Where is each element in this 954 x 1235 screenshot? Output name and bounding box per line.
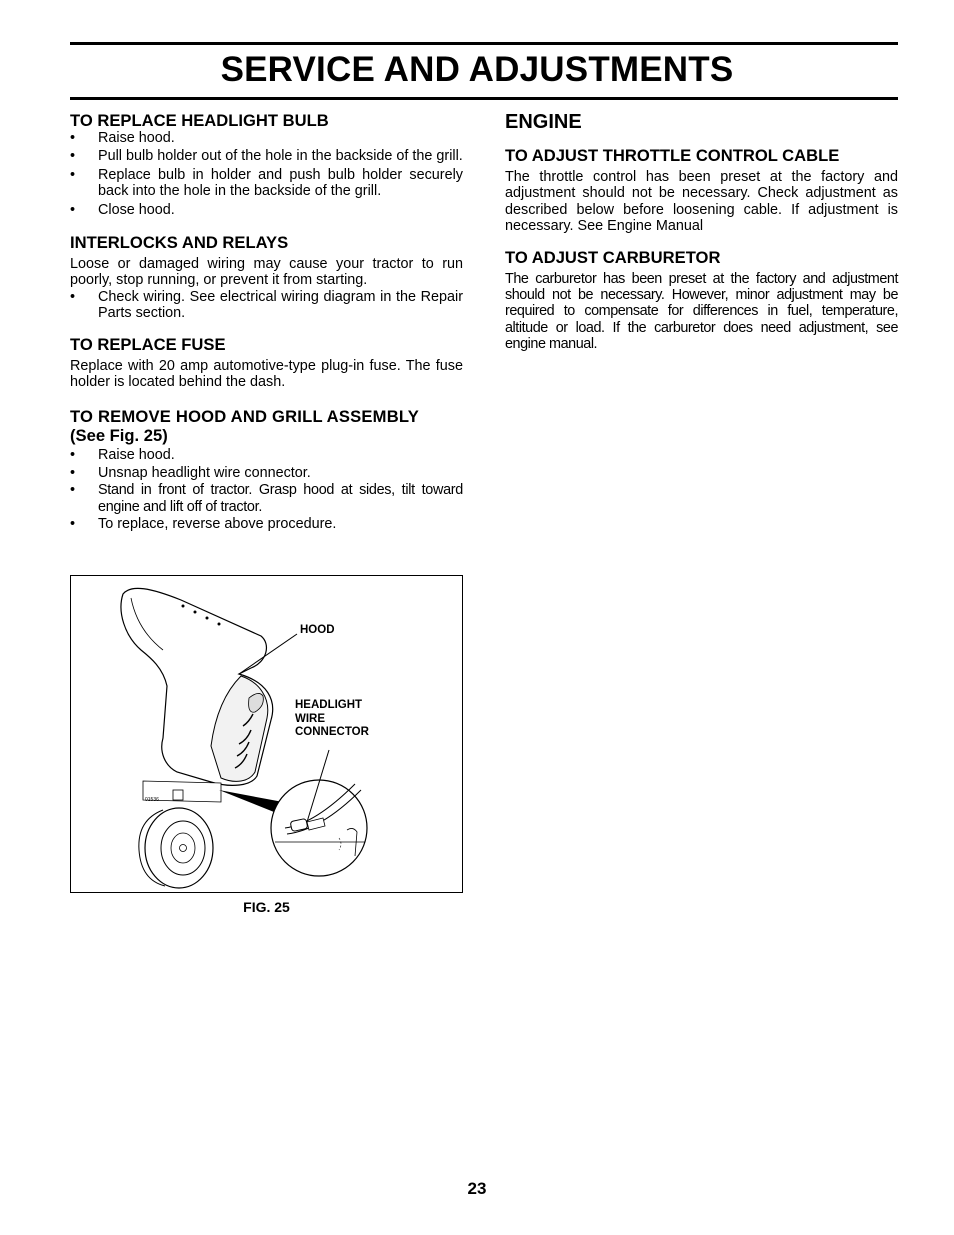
- hood-label: HOOD: [300, 624, 335, 636]
- headlight-section: [70, 111, 463, 218]
- carburetor-text: The carburetor has been preset at the factory and adjustment should not be necessary. However, minor adjustment may be required to compensate for differences in fuel, temperature, altitude or load. If the carburetor does need adjustment, see engine manual.: [505, 270, 898, 353]
- fuse-section: [70, 335, 463, 391]
- hood-section: [70, 407, 463, 532]
- hood-vent-dot: [218, 623, 221, 626]
- interlocks-section: [70, 233, 463, 322]
- page-title: SERVICE AND ADJUSTMENTS: [220, 50, 734, 89]
- interlocks-steps: [70, 289, 463, 322]
- figure-25: [70, 575, 463, 893]
- throttle-section: [505, 146, 898, 235]
- carburetor-heading: TO ADJUST CARBURETOR: [505, 247, 721, 267]
- list-item: • Close hood.: [70, 202, 463, 218]
- hood-heading: [70, 407, 463, 445]
- left-column: [70, 111, 463, 535]
- list-item: • Raise hood.: [70, 447, 463, 463]
- detail-inset: [271, 780, 367, 876]
- throttle-heading: TO ADJUST THROTTLE CONTROL CABLE: [505, 146, 840, 165]
- engine-heading: ENGINE: [505, 111, 582, 133]
- connector-label: [295, 699, 369, 740]
- interlocks-heading: INTERLOCKS AND RELAYS: [70, 233, 289, 253]
- bottom-rule: [70, 97, 898, 100]
- right-column: [505, 111, 898, 353]
- list-item: • Raise hood.: [70, 130, 463, 146]
- interlocks-text: Loose or damaged wiring may cause your tractor to run poorly, stop running, or prevent it from starting.: [70, 256, 463, 289]
- hood-steps: [70, 447, 463, 532]
- list-item: • Replace bulb in holder and push bulb holder securely back into the hole in the backside of the grill.: [70, 167, 463, 200]
- connector-label-line1: HEADLIGHT: [295, 699, 363, 711]
- hood-illustration: [71, 576, 462, 892]
- list-item: • Check wiring. See electrical wiring diagram in the Repair Parts section.: [70, 289, 463, 322]
- carburetor-section: [505, 248, 898, 353]
- connector-label-line2: WIRE: [295, 712, 326, 725]
- hood-vent-dot: [194, 611, 197, 614]
- fuse-heading: TO REPLACE FUSE: [70, 334, 226, 354]
- figure-caption: FIG. 25: [243, 899, 290, 915]
- list-item: • To replace, reverse above procedure.: [70, 516, 463, 532]
- connector-label-line3: CONNECTOR: [295, 726, 369, 738]
- headlight-steps: [70, 130, 463, 218]
- list-item: • Pull bulb holder out of the hole in the backside of the grill.: [70, 148, 463, 164]
- hood-vent-dot: [182, 605, 185, 608]
- hood-heading-line2: (See Fig. 25): [70, 426, 168, 446]
- detail-pointer: [219, 790, 283, 814]
- page-number: 23: [467, 1179, 487, 1198]
- top-rule: [70, 42, 898, 45]
- part-code: 01536: [145, 797, 159, 803]
- headlight-heading: TO REPLACE HEADLIGHT BULB: [70, 111, 329, 130]
- hood-heading-line1: TO REMOVE HOOD AND GRILL ASSEMBLY: [70, 407, 419, 427]
- list-item: • Unsnap headlight wire connector.: [70, 465, 463, 481]
- throttle-text: The throttle control has been preset at the factory and adjustment should not be necessary. Check adjustment as described below before loosening cable. If adjustment is necessary. See Engine Manual: [505, 169, 898, 235]
- front-wheel: [139, 808, 213, 888]
- list-item: • Stand in front of tractor. Grasp hood at sides, tilt toward engine and lift off of tractor.: [70, 482, 463, 515]
- hood-vent-dot: [206, 617, 209, 620]
- fuse-text: Replace with 20 amp automotive-type plug-in fuse. The fuse holder is located behind the dash.: [70, 357, 463, 391]
- frame-bracket: [173, 790, 183, 800]
